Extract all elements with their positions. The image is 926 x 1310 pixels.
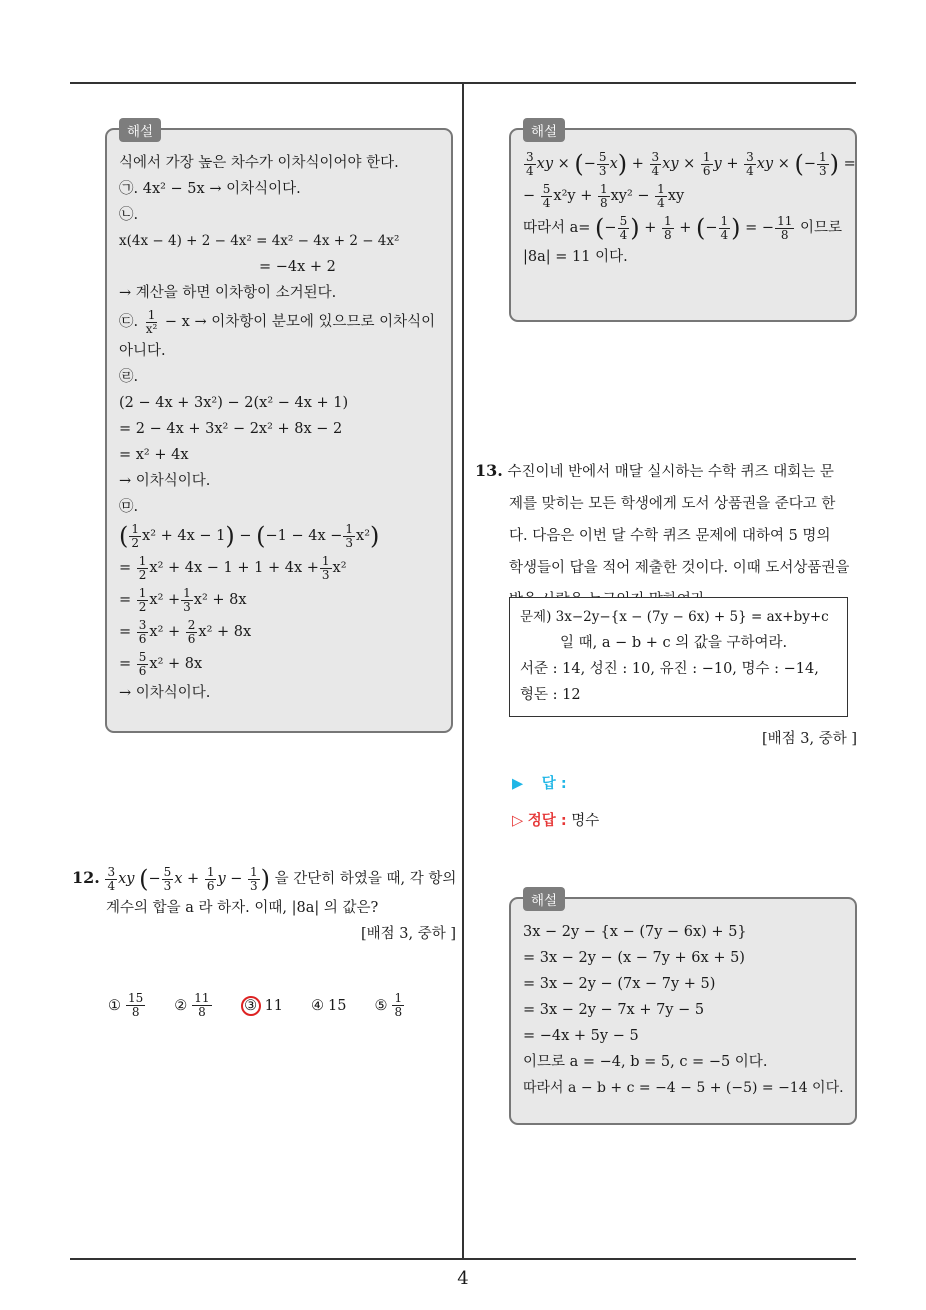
q13-line2: 제를 맞히는 모든 학생에게 도서 상품권을 준다고 한 bbox=[509, 496, 836, 512]
explanation-tag: 해설 bbox=[523, 887, 565, 911]
math-line-1: $\frac{3}{4}$ xy × (− $\frac{5}{3}$ x) + $\frac{3}{4}$ xy × $\frac{1}{6}$ y + $\frac{3}{4}$ xy × (− $\frac{1}{3}$ ) = bbox=[526, 149, 856, 178]
math-line-e5: = $\frac{5}{6}$ x² + 8x bbox=[119, 649, 203, 678]
math-line-e4: = $\frac{3}{6}$ x² + $\frac{2}{6}$ x² + 8x bbox=[119, 617, 252, 646]
selected-circle: ③ bbox=[241, 996, 261, 1016]
problem-line: 일 때, a − b + c 의 값을 구하여라. bbox=[560, 635, 788, 651]
math-line-e1: ( $\frac{1}{2}$ x² + 4x − 1) − (−1 − 4x − $\frac{1}{3}$ x²) bbox=[119, 521, 380, 550]
choice-3-selected[interactable]: ③ 11 bbox=[241, 996, 283, 1016]
text-line: 이므로 a = −4, b = 5, c = −5 이다. bbox=[523, 1054, 768, 1070]
math-line-3: 따라서 a= (− $\frac{5}{4}$ ) + $\frac{1}{8}$ + (− $\frac{1}{4}$ ) = − $\frac{11}{8}$ 이므로 bbox=[523, 213, 842, 242]
q12-text1: 을 간단히 하였을 때, 각 항의 bbox=[274, 871, 457, 887]
text-line: 식에서 가장 높은 차수가 이차식이어야 한다. bbox=[119, 155, 399, 171]
explanation-tag: 해설 bbox=[119, 118, 161, 142]
text-line: ㉤. bbox=[119, 499, 139, 515]
page-number: 4 bbox=[457, 1268, 469, 1289]
problem-line: 서준 : 14, 성진 : 10, 유진 : −10, 명수 : −14, bbox=[520, 661, 819, 677]
text-line: → 이차식이다. bbox=[119, 473, 211, 489]
correct-arrow-icon: ▷ bbox=[512, 813, 524, 829]
math-line: = 3x − 2y − (7x − 7y + 5) bbox=[523, 976, 716, 992]
text-line-c bbox=[119, 306, 439, 338]
answer-arrow-icon: ▶ bbox=[512, 776, 524, 792]
q13-line4: 학생들이 답을 적어 제출한 것이다. 이때 도서상품권을 bbox=[509, 560, 850, 576]
bottom-rule bbox=[70, 1258, 856, 1260]
math-line: = 3x − 2y − (x − 7y + 6x + 5) bbox=[523, 950, 745, 966]
choice-5[interactable]: ⑤ $\frac{1}{8}$ bbox=[374, 991, 403, 1019]
math-line: = −4x + 2 bbox=[259, 259, 336, 275]
math-line-e2: = $\frac{1}{2}$ x² + 4x − 1 + 1 + 4x + $\frac{1}{3}$ x² bbox=[119, 553, 347, 582]
text-c-rest: − x → 이차항이 분모에 있으므로 이차식이 bbox=[164, 314, 436, 330]
correct-value: 명수 bbox=[571, 813, 600, 829]
question-13 bbox=[475, 455, 860, 616]
center-rule bbox=[462, 82, 464, 1259]
math-line-e3: = $\frac{1}{2}$ x² + $\frac{1}{3}$ x² + 8x bbox=[119, 585, 247, 614]
q13-points: [배점 3, 중하 ] bbox=[761, 731, 857, 747]
q12-text2: 계수의 합을 a 라 하자. 이때, |8a| 의 값은? bbox=[106, 900, 379, 916]
answer-row bbox=[512, 771, 567, 797]
problem-line: 문제) 3x−2y−{x − (7y − 6x) + 5} = ax+by+c bbox=[520, 609, 829, 625]
problem-line: 형돈 : 12 bbox=[520, 687, 581, 703]
math-line: (2 − 4x + 3x²) − 2(x² − 4x + 1) bbox=[119, 395, 349, 411]
answer-label: 답 : bbox=[541, 776, 567, 792]
choice-2[interactable]: ② $\frac{11}{8}$ bbox=[174, 991, 210, 1019]
q12-points: [배점 3, 중하 ] bbox=[360, 926, 456, 942]
correct-label: 정답 : bbox=[527, 813, 567, 829]
math-line: = 2 − 4x + 3x² − 2x² + 8x − 2 bbox=[119, 421, 343, 437]
math-line-2: − $\frac{5}{4}$ x²y + $\frac{1}{8}$ xy² − $\frac{1}{4}$ xy bbox=[523, 181, 685, 210]
text-line: → 이차식이다. bbox=[119, 685, 211, 701]
math-line: = −4x + 5y − 5 bbox=[523, 1028, 639, 1044]
explanation-box-left bbox=[105, 124, 453, 733]
math-line: 3x − 2y − {x − (7y − 6x) + 5} bbox=[523, 924, 747, 940]
problem-box bbox=[509, 597, 848, 717]
question-12 bbox=[72, 862, 456, 947]
fraction: $\frac{1}{\text{x²}}$ bbox=[145, 307, 158, 336]
choice-1[interactable]: ① $\frac{15}{8}$ bbox=[108, 991, 144, 1019]
question-number: 12. bbox=[72, 868, 100, 887]
correct-answer-row bbox=[512, 808, 599, 834]
text-line: ㉣. bbox=[119, 369, 139, 385]
q12-line1: 12. $\frac{3}{4}$ xy (− $\frac{5}{3}$ x + $\frac{1}{6}$ y − $\frac{1}{3}$ ) 을 간단히 하였을 때, 각 항의 bbox=[72, 864, 457, 893]
text-line: → 계산을 하면 이차항이 소거된다. bbox=[119, 285, 337, 301]
math-line-4: |8a| = 11 이다. bbox=[523, 249, 628, 265]
text-line: ㉡. bbox=[119, 207, 139, 223]
q13-line1: 13. 수진이네 반에서 매달 실시하는 수학 퀴즈 대회는 문 bbox=[475, 461, 834, 480]
q13-line3: 다. 다음은 이번 달 수학 퀴즈 문제에 대하여 5 명의 bbox=[509, 528, 831, 544]
text-line: ㉠. 4x² − 5x → 이차식이다. bbox=[119, 181, 301, 197]
label-c: ㉢. bbox=[119, 314, 139, 330]
explanation-box-right-1 bbox=[509, 124, 857, 322]
math-line: = x² + 4x bbox=[119, 447, 189, 463]
text-line: 아니다. bbox=[119, 343, 166, 359]
text-line: 따라서 a − b + c = −4 − 5 + (−5) = −14 이다. bbox=[523, 1080, 844, 1096]
explanation-tag: 해설 bbox=[523, 118, 565, 142]
q12-choices bbox=[108, 992, 405, 1019]
choice-4[interactable]: ④ 15 bbox=[311, 997, 347, 1014]
explanation-box-right-2 bbox=[509, 893, 857, 1125]
math-line: = 3x − 2y − 7x + 7y − 5 bbox=[523, 1002, 705, 1018]
math-line: x(4x − 4) + 2 − 4x² = 4x² − 4x + 2 − 4x² bbox=[119, 233, 400, 249]
